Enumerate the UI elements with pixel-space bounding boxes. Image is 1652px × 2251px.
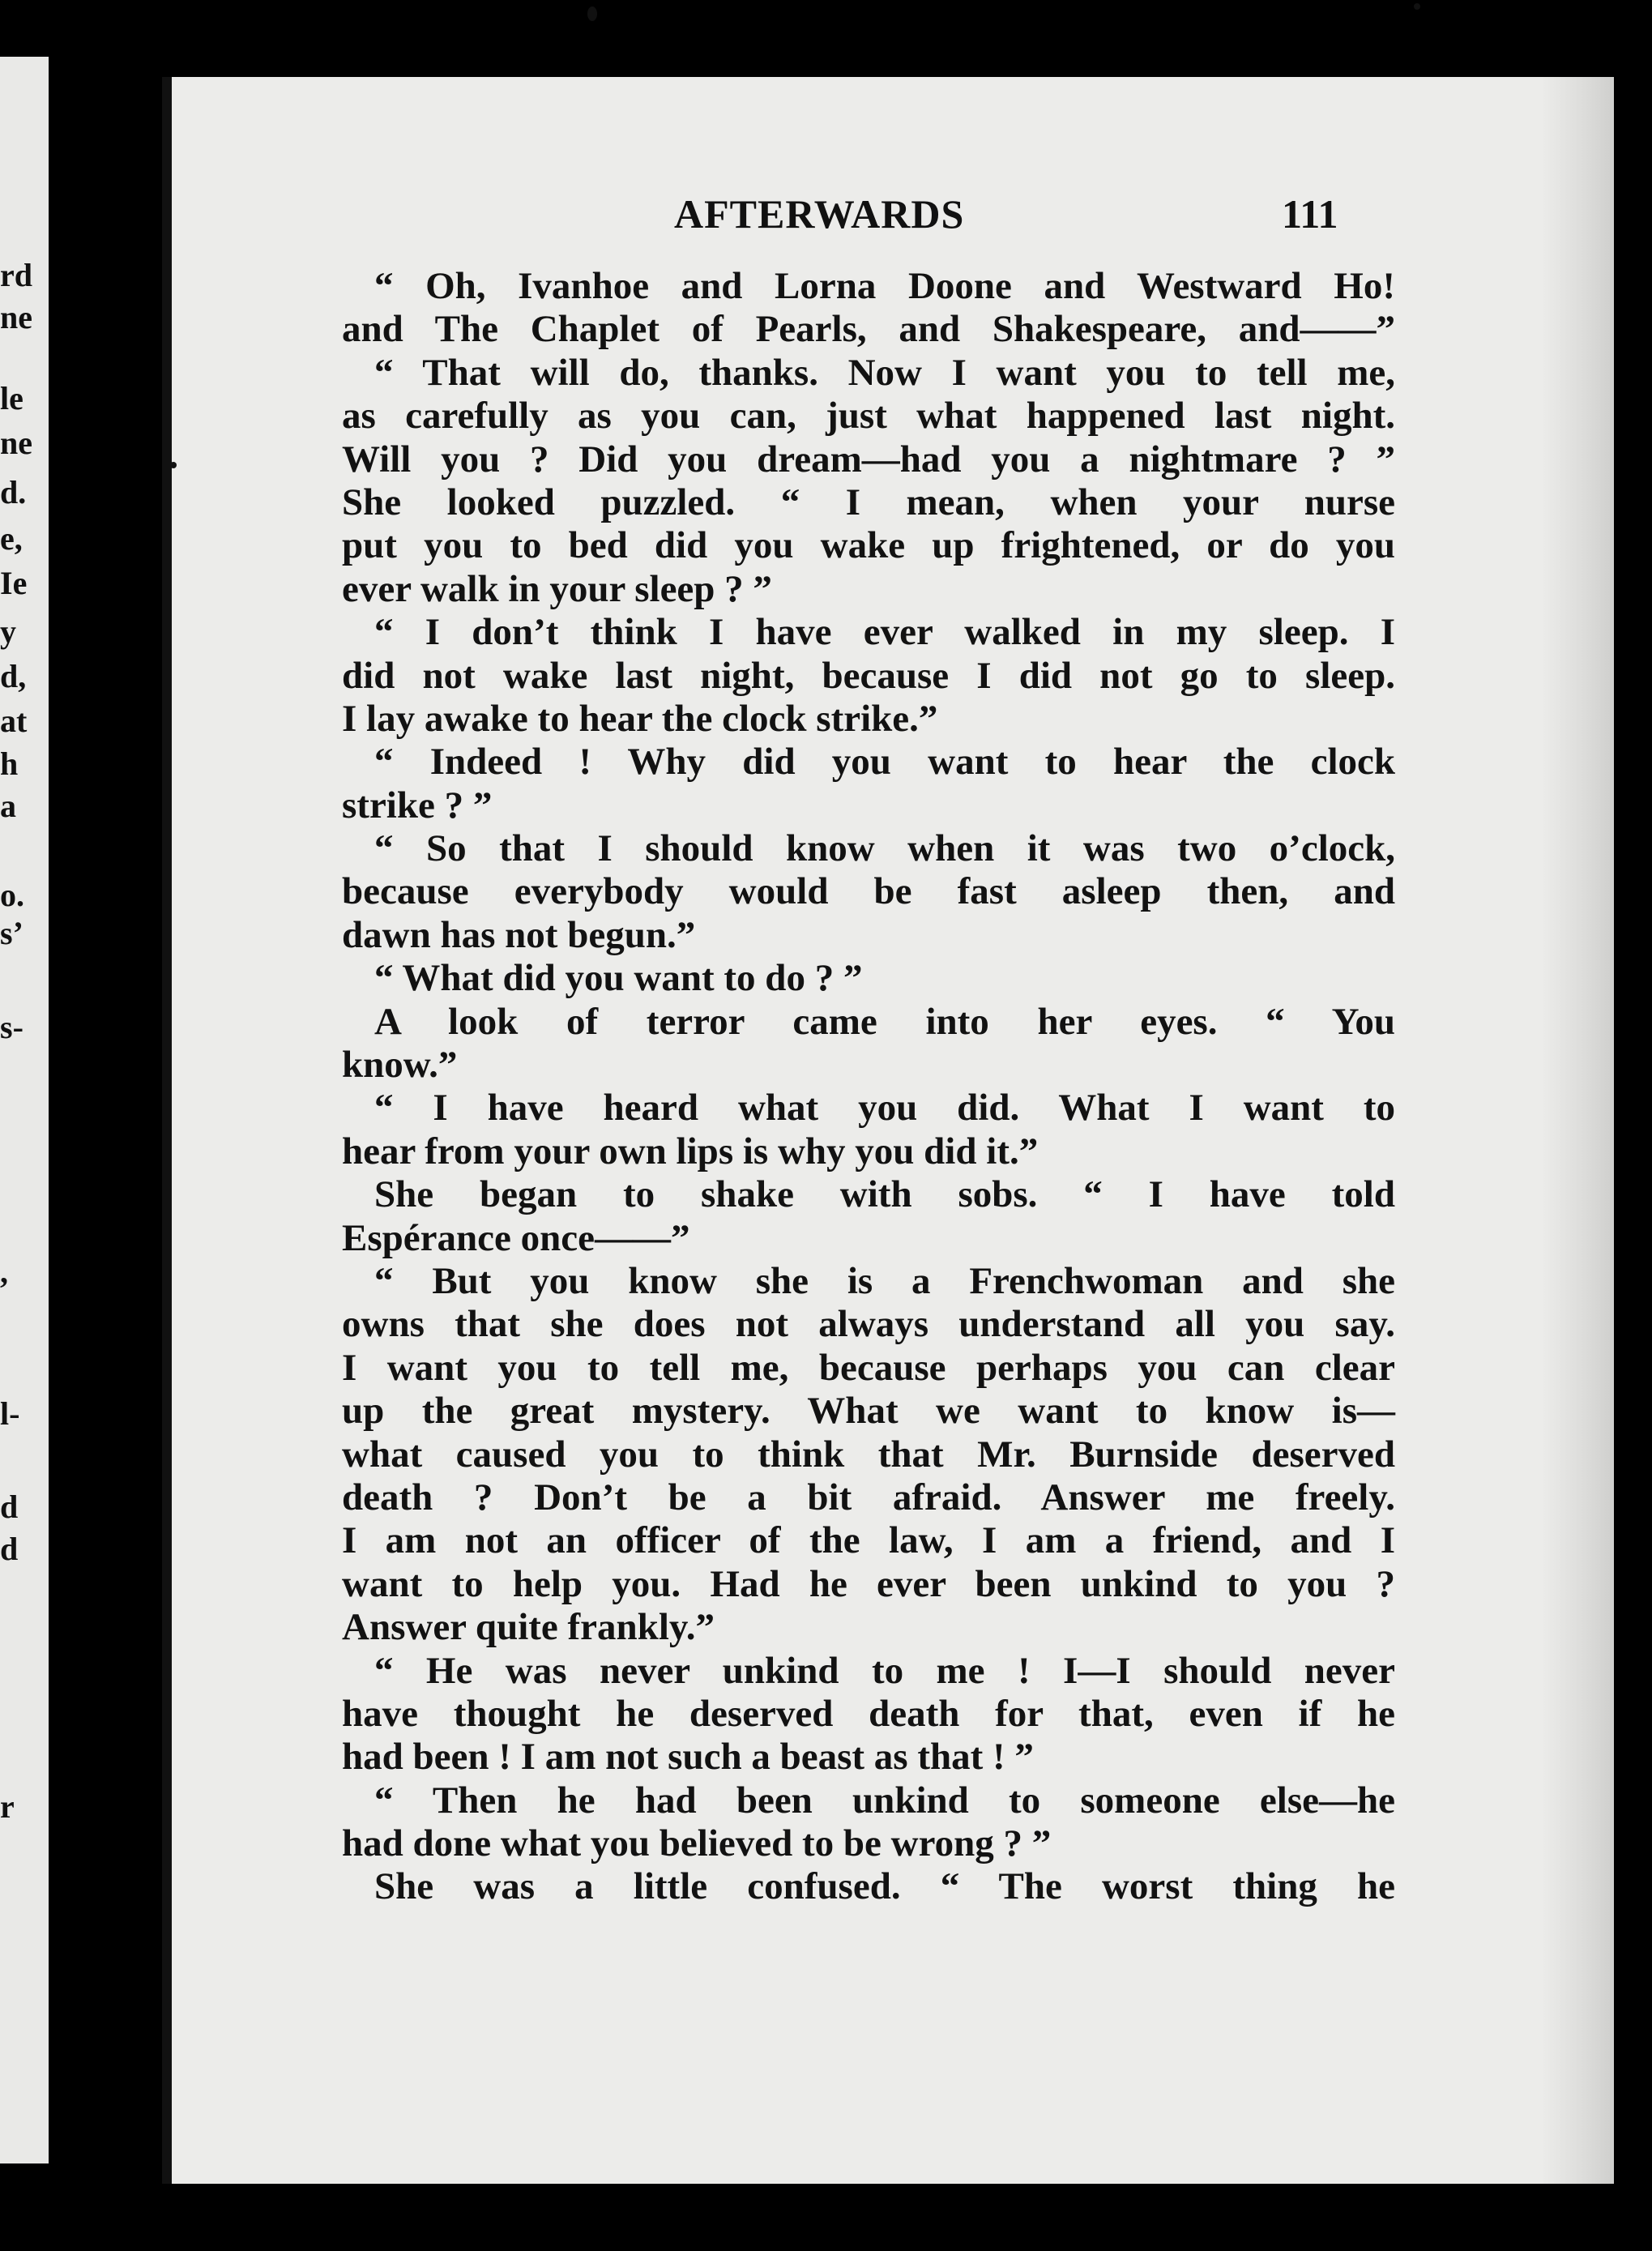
- facing-page-fragment: e,: [0, 520, 23, 557]
- text-line: “ Indeed ! Why did you want to hear the clock: [374, 741, 1395, 784]
- text-line: ever walk in your sleep ? ”: [342, 567, 772, 610]
- facing-page-fragment: le: [0, 380, 23, 416]
- text-line: A look of terror came into her eyes. “ You: [374, 1000, 1395, 1043]
- facing-page-fragment: d.: [0, 474, 27, 510]
- text-line: because everybody would be fast asleep then, and: [342, 870, 1395, 913]
- facing-page-fragment: h: [0, 745, 19, 782]
- page-edge-shadow: [1541, 77, 1614, 2184]
- facing-page-fragment: at: [0, 703, 28, 739]
- text-line: put you to bed did you wake up frightened, or do you: [342, 524, 1395, 567]
- facing-page-fragment: d: [0, 1489, 19, 1525]
- text-line: I lay awake to hear the clock strike.”: [342, 697, 938, 740]
- facing-page-fragment: s-: [0, 1009, 23, 1045]
- text-line: “ Then he had been unkind to someone else—he: [374, 1779, 1395, 1822]
- text-line: and The Chaplet of Pearls, and Shakespeare, and——”: [342, 308, 1395, 351]
- text-line: know.”: [342, 1044, 458, 1087]
- facing-page-fragment: ne: [0, 425, 32, 461]
- running-head: AFTERWARDS: [674, 191, 965, 237]
- text-line: death ? Don’t be a bit afraid. Answer me freely.: [342, 1476, 1395, 1518]
- text-line: Espérance once——”: [342, 1216, 690, 1259]
- facing-page-fragment: a: [0, 788, 16, 824]
- text-line: hear from your own lips is why you did it.”: [342, 1130, 1039, 1172]
- facing-page-fragment: o.: [0, 877, 24, 913]
- facing-page-fragment: s’: [0, 915, 23, 951]
- ink-speck: [1414, 3, 1420, 10]
- ink-speck: [170, 462, 177, 468]
- facing-page-fragment: d,: [0, 658, 27, 694]
- text-line: Will you ? Did you dream—had you a nightmare ? ”: [342, 438, 1395, 481]
- text-line: strike ? ”: [342, 784, 493, 827]
- text-line: “ Oh, Ivanhoe and Lorna Doone and Westward Ho!: [374, 265, 1395, 307]
- facing-page-edge: [0, 57, 49, 2163]
- page-number: 111: [1282, 191, 1338, 237]
- text-line: She began to shake with sobs. “ I have told: [374, 1173, 1395, 1216]
- facing-page-fragment: rd: [0, 257, 32, 293]
- facing-page-fragment: ne: [0, 299, 32, 335]
- text-line: “ That will do, thanks. Now I want you to tell me,: [374, 351, 1395, 394]
- text-line: “ So that I should know when it was two o’clock,: [374, 827, 1395, 870]
- text-line: had done what you believed to be wrong ? ”: [342, 1822, 1052, 1865]
- ink-speck: [587, 6, 597, 21]
- book-page: [162, 77, 1614, 2184]
- text-line: had been ! I am not such a beast as that ! ”: [342, 1736, 1034, 1779]
- text-line: as carefully as you can, just what happened last night.: [342, 395, 1395, 438]
- text-line: “ I don’t think I have ever walked in my sleep. I: [374, 611, 1395, 654]
- text-line: did not wake last night, because I did not go to sleep.: [342, 654, 1395, 697]
- text-line: up the great mystery. What we want to know is—: [342, 1390, 1395, 1433]
- page-gutter: [49, 49, 170, 2188]
- text-line: She was a little confused. “ The worst thing he: [374, 1865, 1395, 1908]
- text-line: “ But you know she is a Frenchwoman and she: [374, 1259, 1395, 1302]
- facing-page-fragment: r: [0, 1788, 15, 1825]
- page-header: [172, 190, 1614, 247]
- text-line: “ I have heard what you did. What I want to: [374, 1087, 1395, 1130]
- text-line: have thought he deserved death for that, even if he: [342, 1692, 1395, 1735]
- facing-page-fragment: Ie: [0, 565, 28, 601]
- text-line: She looked puzzled. “ I mean, when your nurse: [342, 481, 1395, 523]
- text-line: “ What did you want to do ? ”: [374, 957, 863, 1000]
- text-line: I want you to tell me, because perhaps you can clear: [342, 1346, 1395, 1389]
- body-text: [342, 265, 1395, 1909]
- text-line: what caused you to think that Mr. Burnside deserved: [342, 1433, 1395, 1476]
- text-line: “ He was never unkind to me ! I—I should never: [374, 1649, 1395, 1692]
- facing-page-fragment: d: [0, 1531, 19, 1567]
- text-line: Answer quite frankly.”: [342, 1606, 715, 1649]
- text-line: owns that she does not always understand all you say.: [342, 1303, 1395, 1346]
- facing-page-fragment: l-: [0, 1395, 20, 1432]
- facing-page-fragment: y: [0, 613, 16, 650]
- text-line: want to help you. Had he ever been unkind to you ?: [342, 1562, 1395, 1605]
- text-line: I am not an officer of the law, I am a friend, and I: [342, 1519, 1395, 1562]
- text-line: dawn has not begun.”: [342, 913, 696, 956]
- facing-page-fragment: ,: [0, 1254, 8, 1290]
